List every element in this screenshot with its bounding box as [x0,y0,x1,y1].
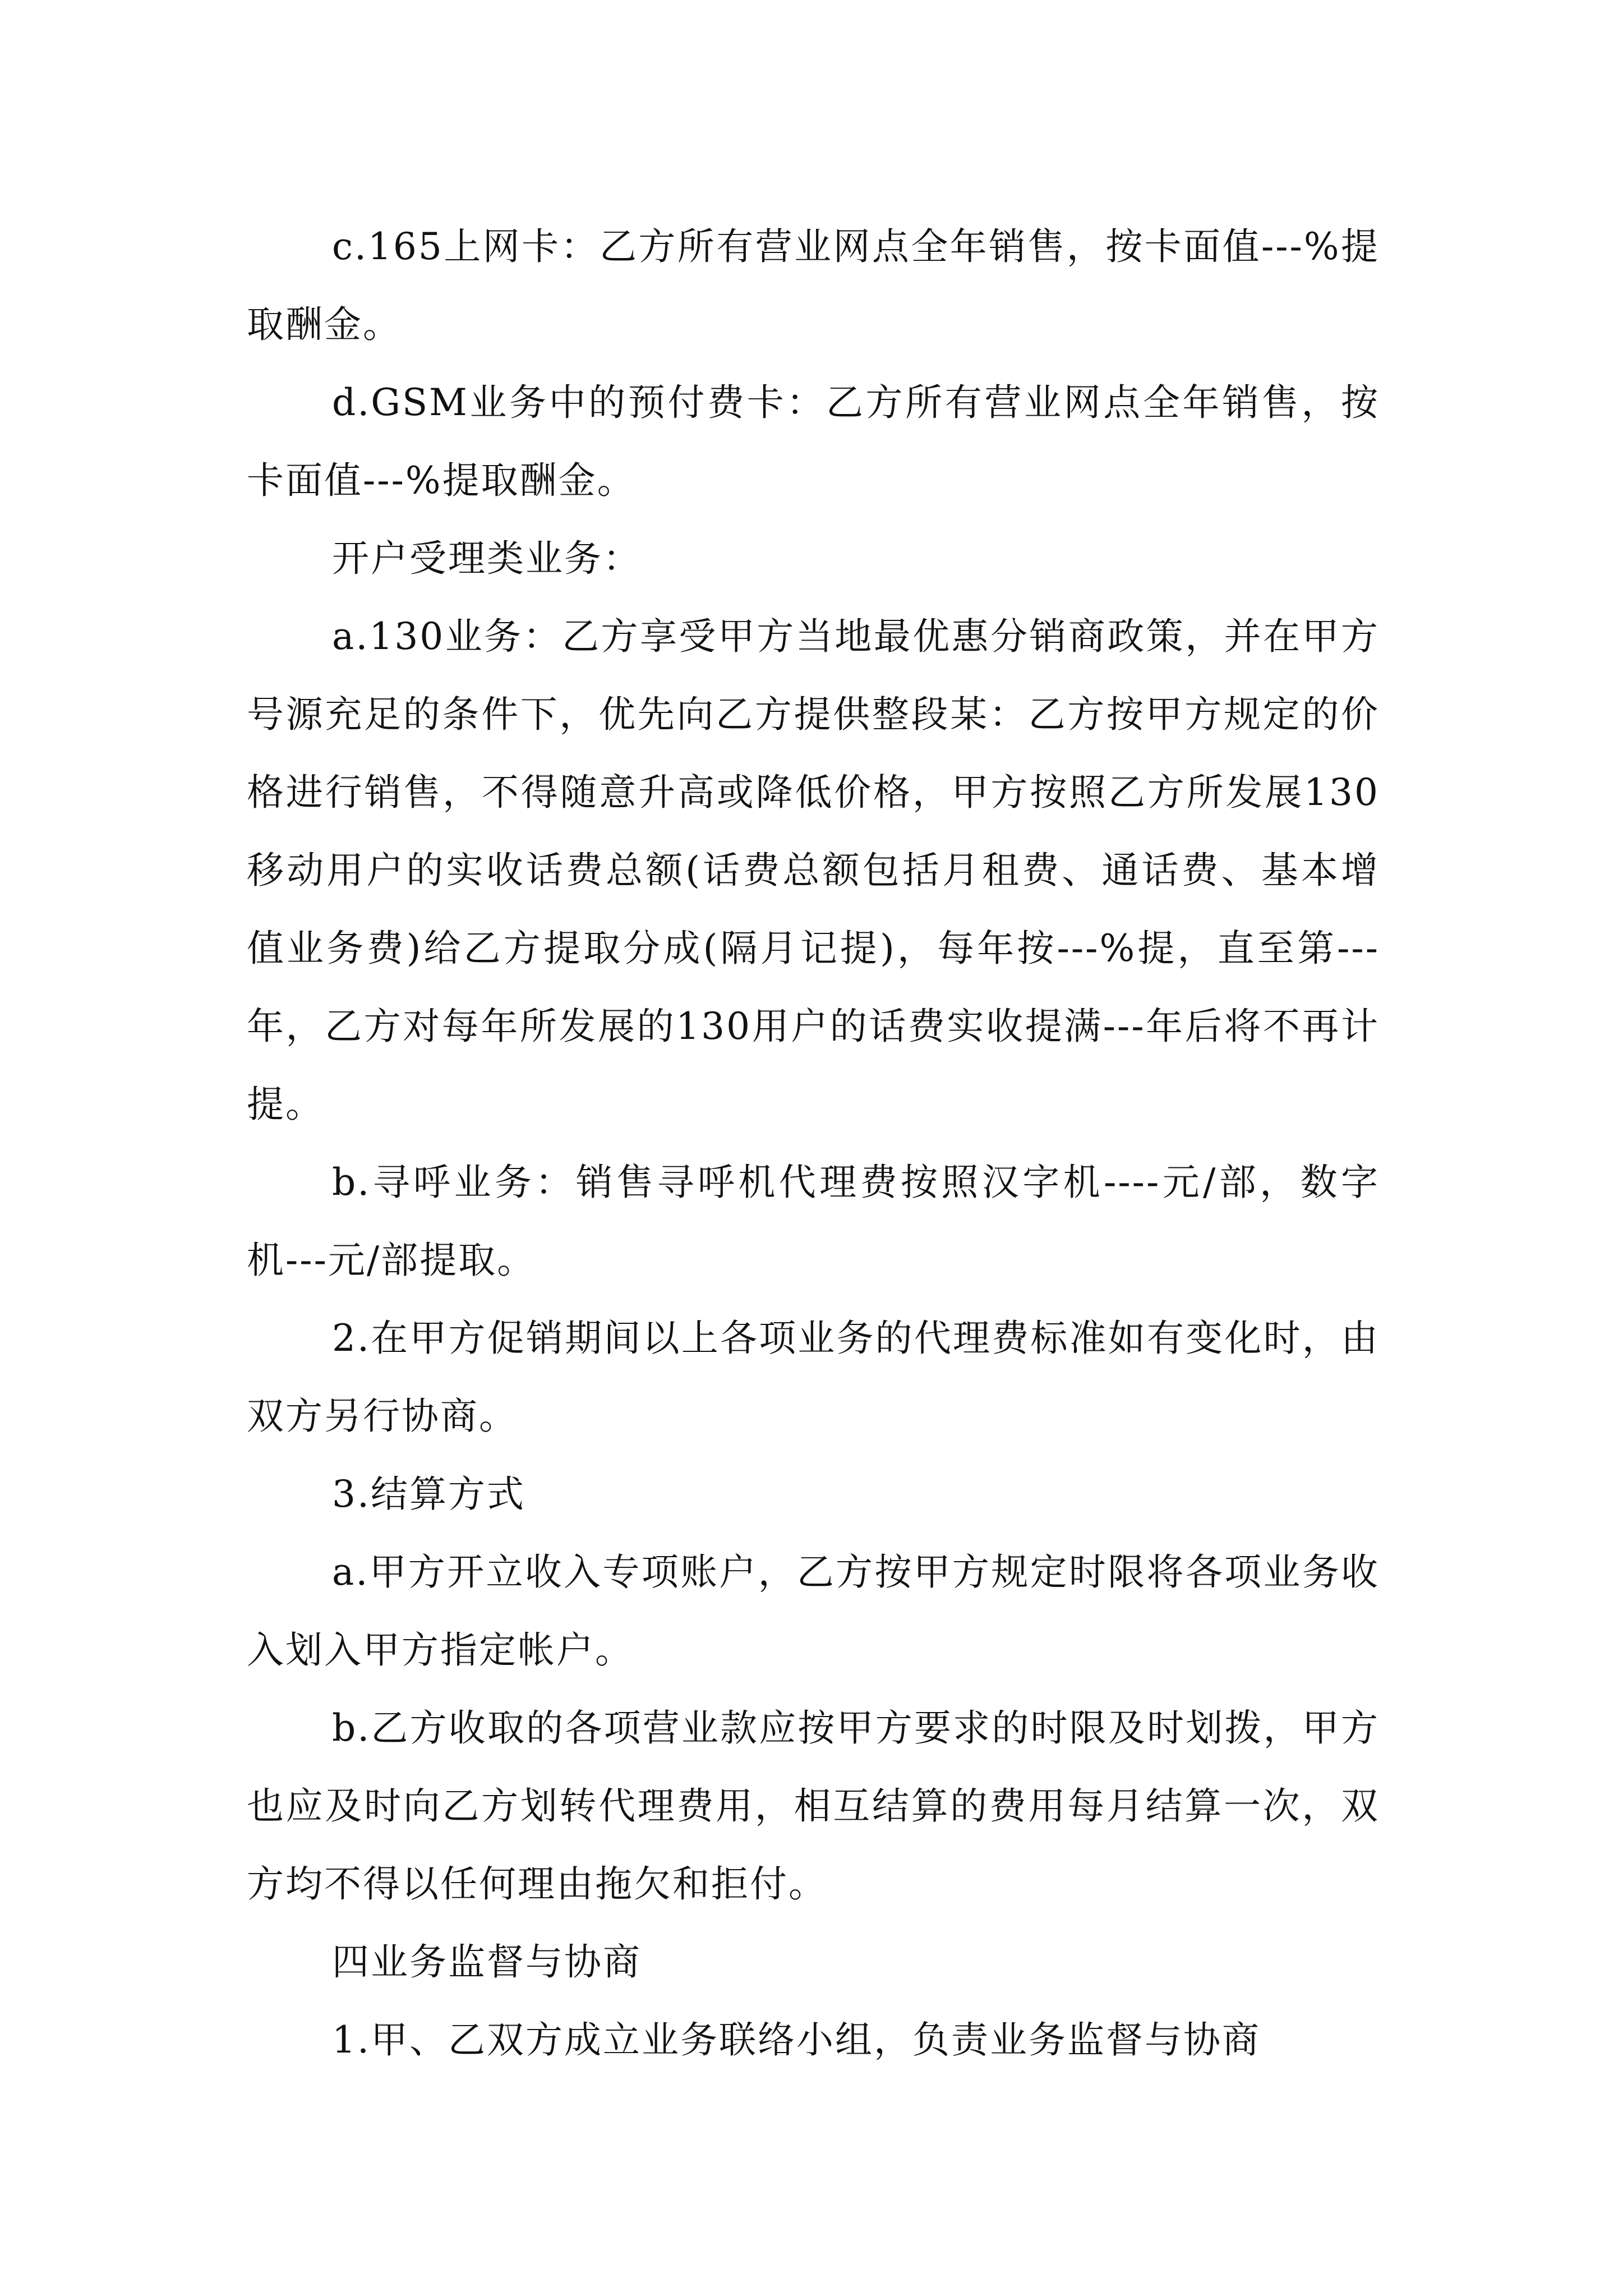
paragraph-gsm-prepaid-card: d.GSM业务中的预付费卡：乙方所有营业网点全年销售，按卡面值---%提取酬金。 [247,381,1380,502]
paragraph-supervision-heading: 四业务监督与协商 [332,1940,642,1984]
paragraph-165-card: c.165上网卡：乙方所有营业网点全年销售，按卡面值---%提取酬金。 [247,225,1380,346]
document-page [247,208,1380,2079]
paragraph-liaison-group: 1.甲、乙双方成立业务联络小组，负责业务监督与协商 [332,2018,1261,2062]
paragraph-account-opening-heading: 开户受理类业务： [332,537,642,580]
paragraph-settlement-account: a.甲方开立收入专项账户，乙方按甲方规定时限将各项业务收入划入甲方指定帐户。 [247,1550,1380,1672]
paragraph-paging-business: b.寻呼业务：销售寻呼机代理费按照汉字机----元/部，数字机---元/部提取。 [247,1161,1380,1282]
paragraph-settlement-transfer: b.乙方收取的各项营业款应按甲方要求的时限及时划拨，甲方也应及时向乙方划转代理费用，相互结算的费用每月结算一次，双方均不得以任何理由拖欠和拒付。 [247,1706,1380,1906]
paragraph-promotion-negotiation: 2.在甲方促销期间以上各项业务的代理费标准如有变化时，由双方另行协商。 [247,1317,1380,1438]
paragraph-settlement-heading: 3.结算方式 [332,1473,525,1516]
paragraph-130-business: a.130业务：乙方享受甲方当地最优惠分销商政策，并在甲方号源充足的条件下，优先向乙方提供整段某：乙方按甲方规定的价格进行销售，不得随意升高或降低价格，甲方按照乙方所发展130移动用户的实收话费总额(话费总额包括月租费、通话费、基本增值业务费)给乙方提取分成(隔月记提)，每年按---%提，直至第---年，乙方对每年所发展的130用户的话费实收提满---年后将不再计提。 [247,615,1380,1126]
